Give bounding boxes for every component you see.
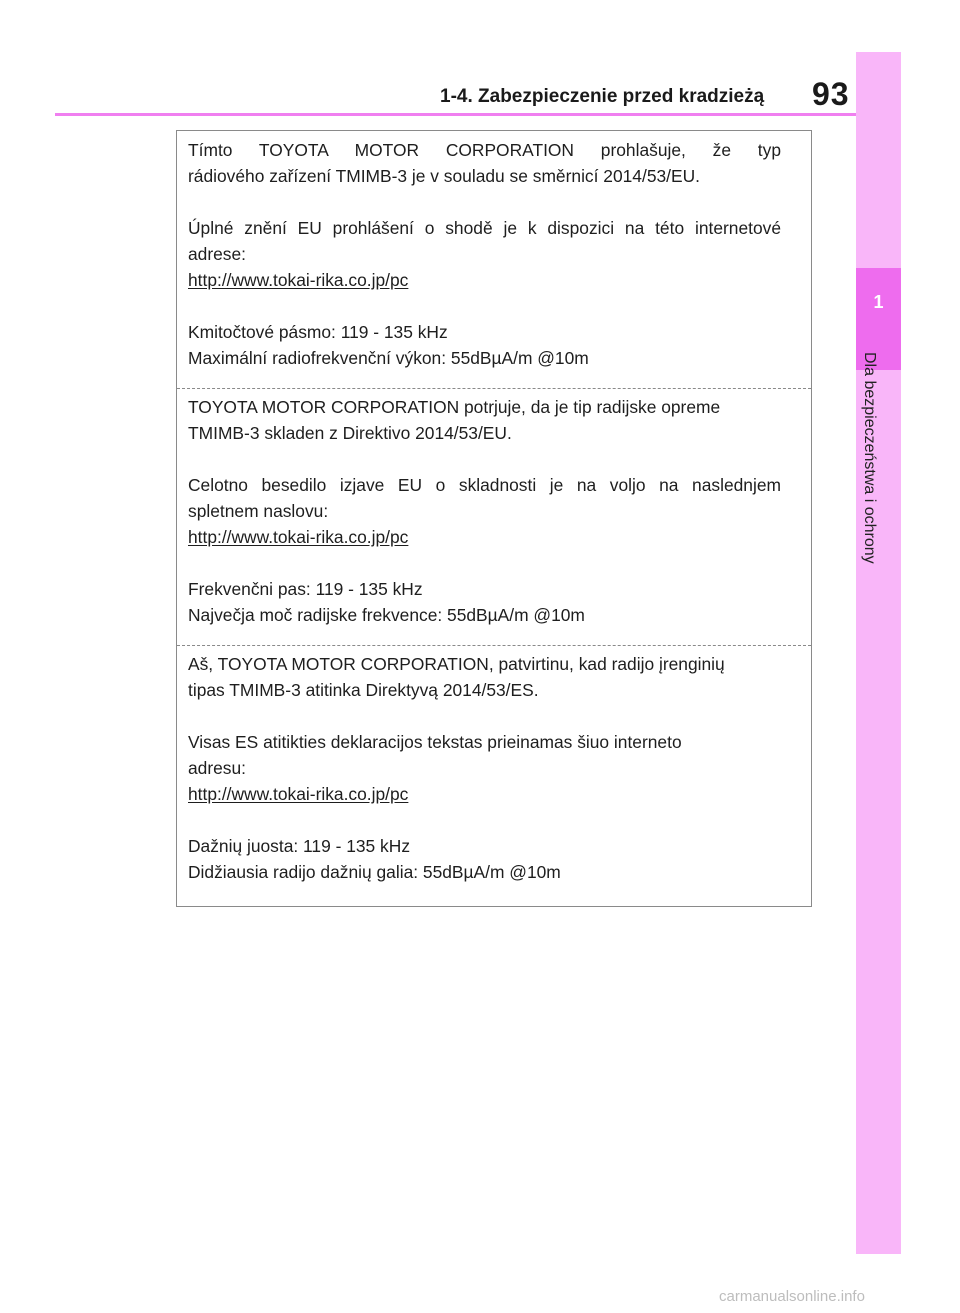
fulltext-line: spletnem naslovu:	[188, 501, 329, 521]
page-number: 93	[812, 76, 850, 112]
fulltext-line: Celotno besedilo izjave EU o skladnosti je na voljo na naslednjem	[188, 475, 781, 495]
statement-line: Tímto TOYOTA MOTOR CORPORATION prohlašuje, že typ	[188, 140, 781, 160]
fulltext-line: Visas ES atitikties deklaracijos tekstas prieinamas šiuo interneto	[188, 732, 682, 752]
declaration-url-link[interactable]: http://www.tokai-rika.co.jp/pc	[188, 527, 409, 547]
section-title: 1-4. Zabezpieczenie przed kradzieżą	[440, 86, 765, 107]
max-power: Didžiausia radijo dažnių galia: 55dBµA/m @10m	[188, 862, 561, 882]
declaration-slovenian	[177, 388, 811, 645]
chapter-number: 1	[873, 292, 884, 312]
statement-line: tipas TMIMB-3 atitinka Direktyvą 2014/53/ES.	[188, 680, 539, 700]
declaration-url-link[interactable]: http://www.tokai-rika.co.jp/pc	[188, 784, 409, 804]
fulltext-line: adrese:	[188, 244, 247, 264]
chapter-label: Dla bezpieczeństwa i ochrony	[861, 352, 878, 564]
declaration-url-link[interactable]: http://www.tokai-rika.co.jp/pc	[188, 270, 409, 290]
max-power: Največja moč radijske frekvence: 55dBµA/m @10m	[188, 605, 585, 625]
max-power: Maximální radiofrekvenční výkon: 55dBµA/m @10m	[188, 348, 589, 368]
frequency-band: Kmitočtové pásmo: 119 - 135 kHz	[188, 322, 448, 342]
declaration-box	[176, 130, 812, 907]
frequency-band: Frekvenčni pas: 119 - 135 kHz	[188, 579, 423, 599]
fulltext-line: Úplné znění EU prohlášení o shodě je k dispozici na této internetové	[188, 218, 781, 238]
declaration-lithuanian	[177, 645, 811, 907]
statement-line: TOYOTA MOTOR CORPORATION potrjuje, da je tip radijske opreme	[188, 397, 721, 417]
site-watermark: carmanualsonline.info	[719, 1288, 865, 1305]
frequency-band: Dažnių juosta: 119 - 135 kHz	[188, 836, 411, 856]
declaration-czech	[177, 131, 811, 388]
fulltext-line: adresu:	[188, 758, 247, 778]
statement-line: rádiového zařízení TMIMB-3 je v souladu se směrnicí 2014/53/EU.	[188, 166, 700, 186]
statement-line: Aš, TOYOTA MOTOR CORPORATION, patvirtinu, kad radijo įrenginių	[188, 654, 725, 674]
chapter-side-tab	[856, 52, 901, 1254]
header-divider	[55, 113, 856, 116]
statement-line: TMIMB-3 skladen z Direktivo 2014/53/EU.	[188, 423, 512, 443]
